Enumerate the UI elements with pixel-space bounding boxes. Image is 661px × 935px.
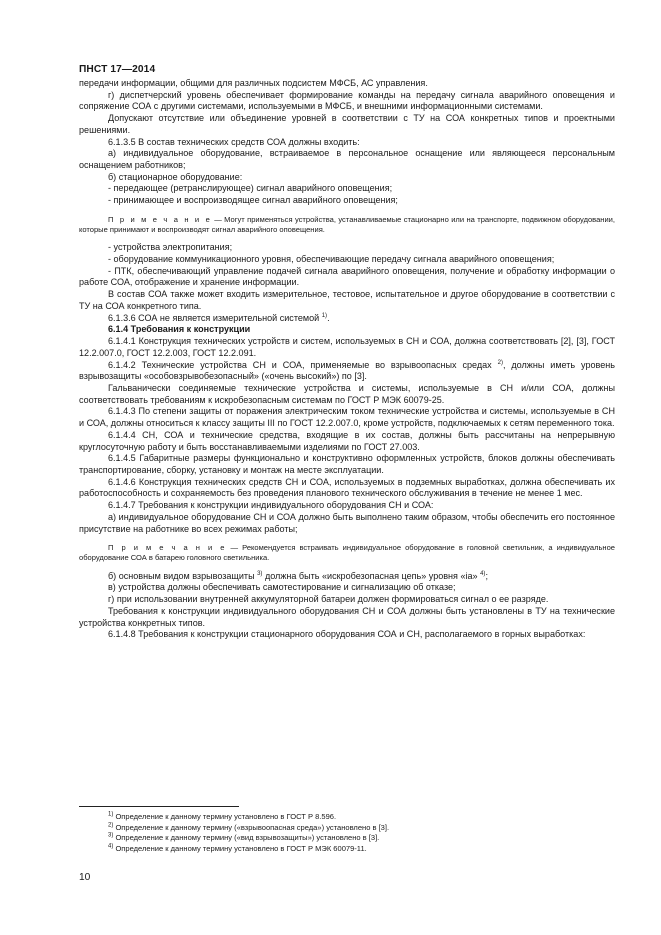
paragraph-tail: . [327, 312, 330, 323]
footnote [108, 844, 608, 855]
paragraph: Допускают отсутствие или объединение уровней в соответствии с ТУ на СОА конкретных типов и проектными решениями. [79, 113, 615, 135]
note-label: П р и м е ч а н и е [108, 214, 212, 224]
paragraph: 6.1.4.3 По степени защиты от поражения электрическим током технические устройства и системы, используемые в СН и СОА, должны относиться к классу защиты III по ГОСТ 12.2.007.0, кроме устройств, подключаемых к сетям переменного тока. [79, 406, 615, 429]
document-body [79, 78, 615, 641]
paragraph: - устройства электропитания; [108, 242, 233, 253]
paragraph: 6.1.4.6 Конструкция технических средств СН и СОА, используемых в подземных выработках, должна обеспечивать их работоспособность и сохраняемость без проведения планового технического обслуживания в течение не менее 1 мес. [79, 476, 615, 499]
paragraph: 6.1.4.4 СН, СОА и технические средства, входящие в их состав, должны быть рассчитаны на непрерывную круглосуточную работу и быть восстанавливаемыми изделиями по ГОСТ 27.003. [79, 429, 615, 452]
footnote [108, 812, 608, 823]
footnote-divider [79, 806, 239, 807]
footnotes [108, 812, 608, 854]
paragraph: б) стационарное оборудование: [108, 171, 243, 182]
paragraph: Гальванически соединяемые технические устройства и системы, используемые в СН и/или СОА, должны соответствовать требованиям к искробезопасным системам по ГОСТ Р МЭК 60079-25. [79, 382, 615, 405]
document-header: ПНСТ 17—2014 [79, 64, 156, 75]
paragraph: а) индивидуальное оборудование, встраиваемое в персональное оснащение или являющееся персональным оснащением работников; [79, 148, 615, 171]
footnote-mark: 3) [108, 832, 114, 839]
paragraph [79, 571, 615, 583]
note-text: — Могут применяться устройства, устанавливаемые стационарно или на транспорте, подвижном оборудовании, которые принимают и воспроизводят сигнал аварийного оповещения. [79, 214, 615, 235]
footnote-ref: 3) [257, 570, 263, 577]
paragraph: в) устройства должны обеспечивать самотестирование и сигнализацию об отказе; [108, 582, 456, 593]
paragraph [79, 360, 615, 383]
footnote-text: Определение к данному термину установлено в ГОСТ Р МЭК 60079-11. [113, 843, 367, 853]
paragraph: - ПТК, обеспечивающий управление подачей сигнала аварийного оповещения, получение и обработку информации о работе СОА, отображение и хранение информации. [79, 265, 615, 288]
footnote-text: Определение к данному термину («взрывоопасная среда») установлено в [3]. [113, 822, 390, 832]
footnote-ref: 4) [480, 570, 486, 577]
paragraph-text: 6.1.4.2 Технические устройства СН и СОА, применяемые во взрывоопасных средах [108, 359, 498, 370]
note [79, 215, 615, 235]
footnote-mark: 2) [108, 822, 114, 829]
paragraph [79, 313, 615, 325]
paragraph: г) диспетчерский уровень обеспечивает формирование команды на передачу сигнала аварийного оповещения и сопряжение СОА с другими системами, используемыми в МФСБ, и внешними информационными системами. [79, 89, 615, 112]
paragraph: 6.1.4.5 Габаритные размеры функционально и конструктивно оформленных устройств, блоков должны обеспечивать транспортирование, сборку, установку и монтаж на месте эксплуатации. [79, 453, 615, 475]
paragraph-tail: , должны иметь уровень взрывозащиты «особовзрывобезопасный» («очень высокий») по [3]. [79, 359, 615, 382]
paragraph: 6.1.4.7 Требования к конструкции индивидуального оборудования СН и СОА: [108, 500, 434, 511]
paragraph: г) при использовании внутренней аккумуляторной батареи должен формироваться сигнал о ее разряде. [108, 594, 549, 605]
paragraph: - передающее (ретранслирующее) сигнал аварийного оповещения; [108, 183, 393, 194]
paragraph-text: 6.1.3.6 СОА не является измерительной системой [108, 312, 322, 323]
footnote-text: Определение к данному термину установлено в ГОСТ Р 8.596. [113, 812, 337, 821]
footnote-ref: 2) [497, 359, 503, 366]
paragraph: - оборудование коммуникационного уровня, обеспечивающие передачу сигнала аварийного оповещения; [108, 254, 555, 265]
note [79, 543, 615, 563]
paragraph: а) индивидуальное оборудование СН и СОА должно быть выполнено таким образом, чтобы обеспечить его постоянное присутствие на работнике во всех режимах работы; [79, 511, 615, 534]
paragraph: 6.1.4.8 Требования к конструкции стационарного оборудования СОА и СН, располагаемого в горных выработках: [108, 629, 586, 640]
footnote-text: Определение к данному термину («вид взрывозащиты») установлено в [3]. [113, 833, 380, 843]
paragraph: 6.1.4.1 Конструкция технических устройств и систем, используемых в СН и СОА, должна соответствовать [2], [3], ГОСТ 12.2.007.0, ГОСТ 12.2.003, ГОСТ 12.2.091. [79, 336, 615, 358]
paragraph-tail: ; [485, 570, 488, 581]
page-number: 10 [79, 872, 91, 883]
note-text: — Рекомендуется встраивать индивидуальное оборудование в головной светильник, а индивидуальное оборудование СОА в батарею головного светильника. [79, 543, 615, 563]
paragraph-text: должна быть «искробезопасная цепь» уровня «ia» [262, 570, 481, 581]
paragraph: 6.1.3.5 В состав технических средств СОА должны входить: [108, 136, 360, 147]
paragraph: В состав СОА также может входить измерительное, тестовое, испытательное и другое оборудование в соответствии с ТУ на СОА конкретного типа. [79, 289, 615, 311]
footnote-ref: 1) [321, 312, 328, 319]
footnote [108, 833, 608, 844]
paragraph-text: б) основным видом взрывозащиты [108, 570, 258, 581]
footnote-mark: 4) [108, 843, 114, 850]
paragraph: Требования к конструкции индивидуального оборудования СН и СОА должны быть установлены в ТУ на технические устройства конкретных типов. [79, 605, 615, 628]
paragraph: - принимающее и воспроизводящее сигнал аварийного оповещения; [108, 195, 398, 206]
section-heading: 6.1.4 Требования к конструкции [108, 324, 251, 335]
note-label: П р и м е ч а н и е [108, 543, 227, 553]
footnote [108, 823, 608, 834]
footnote-mark: 1) [108, 811, 114, 818]
paragraph: передачи информации, общими для различных подсистем МФСБ, АС управления. [79, 78, 428, 88]
